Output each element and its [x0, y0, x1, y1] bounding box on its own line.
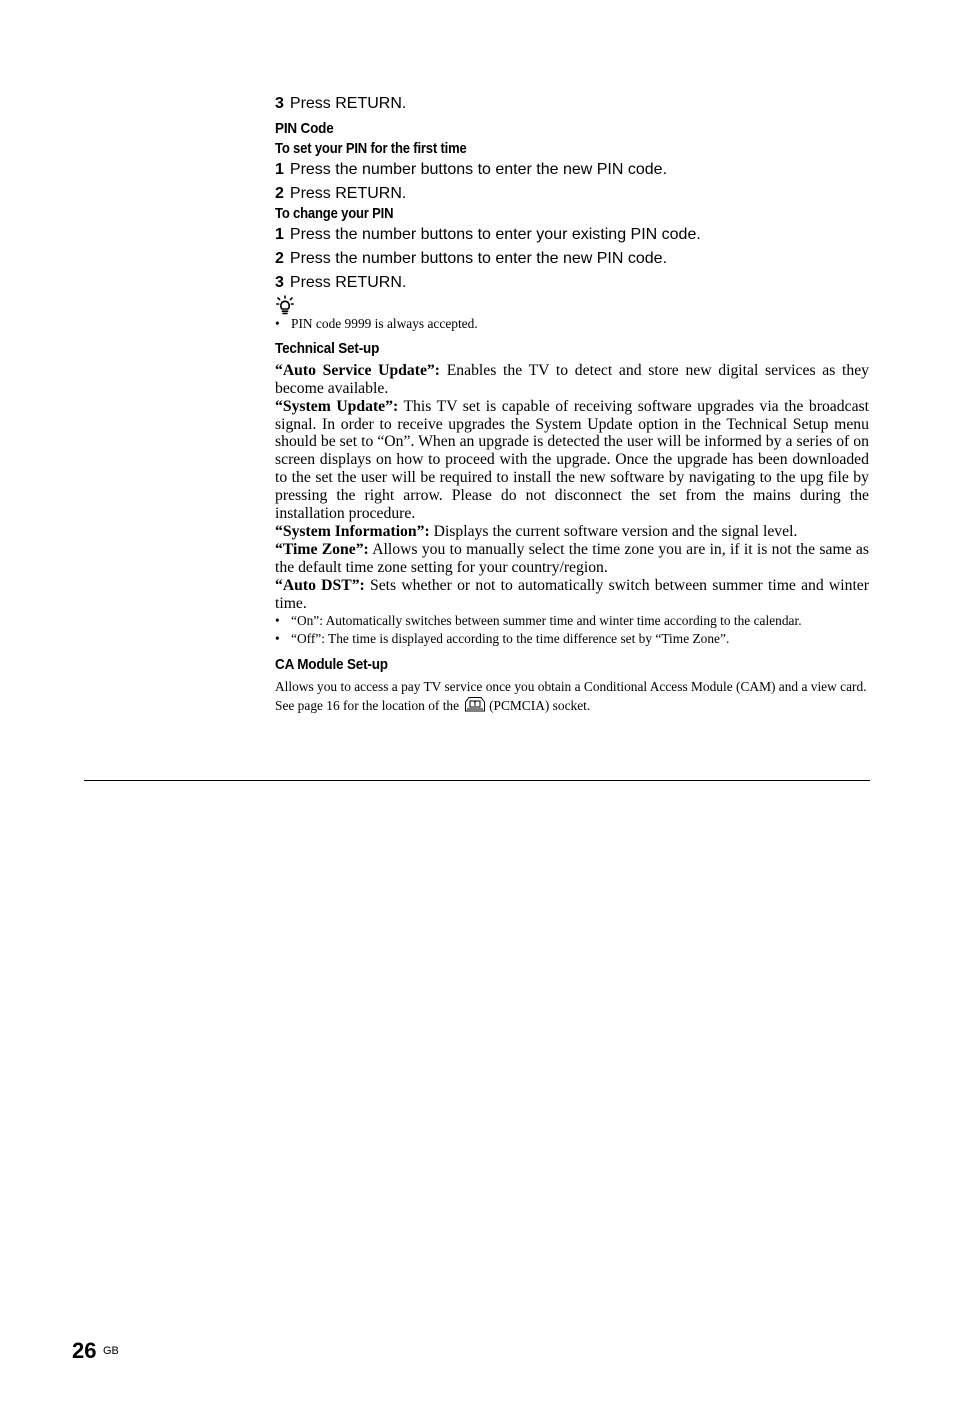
lightbulb-icon	[276, 295, 294, 315]
ca-module-text	[275, 678, 869, 715]
system-information-entry	[275, 523, 869, 541]
step-text: Press RETURN.	[289, 274, 407, 291]
auto-dst-entry	[275, 577, 869, 613]
step-item	[275, 247, 869, 271]
system-update-entry	[275, 398, 869, 523]
ca-module-heading: CA Module Set-up	[275, 656, 388, 674]
step-text: Press RETURN.	[289, 95, 407, 112]
entry-text: Sets whether or not to automatically switch between summer time and winter time.	[275, 576, 869, 612]
entry-label: “System Update”:	[275, 397, 399, 415]
step-item	[275, 158, 869, 182]
step-item	[275, 271, 869, 295]
step-number: 1	[275, 226, 284, 243]
step-text: Press the number buttons to enter the new PIN code.	[289, 161, 668, 178]
step-text: Press the number buttons to enter the new PIN code.	[289, 250, 668, 267]
entry-label: “Auto DST”:	[275, 576, 365, 594]
tip-text: • PIN code 9999 is always accepted.	[275, 315, 869, 333]
step-number: 3	[275, 95, 284, 112]
step-text: Press the number buttons to enter your existing PIN code.	[289, 226, 701, 243]
entry-label: “System Information”:	[275, 522, 430, 540]
bullet-off: • “Off”: The time is displayed according to the time difference set by “Time Zone”.	[275, 630, 869, 648]
change-pin-heading: To change your PIN	[275, 206, 394, 222]
first-time-heading: To set your PIN for the first time	[275, 141, 467, 157]
pin-code-heading: PIN Code	[275, 120, 334, 137]
entry-text: Displays the current software version and the signal level.	[433, 522, 798, 540]
ca-text-before: Allows you to access a pay TV service once you obtain a Conditional Access Module (CAM) and a view card. See page 16 for the location of the	[275, 679, 867, 713]
page-suffix: GB	[103, 1345, 119, 1357]
entry-label: “Time Zone”:	[275, 540, 369, 558]
technical-setup-heading: Technical Set-up	[275, 339, 380, 357]
entry-text: Allows you to manually select the time zone you are in, if it is not the same as the default time zone setting for your country/region.	[275, 540, 869, 576]
step-number: 2	[275, 250, 284, 267]
step-text: Press RETURN.	[289, 185, 407, 202]
step-number: 1	[275, 161, 284, 178]
section-divider	[84, 780, 870, 781]
technical-entries	[275, 362, 869, 613]
content-column	[275, 92, 869, 715]
step-number: 3	[275, 274, 284, 291]
entry-text: Enables the TV to detect and store new digital services as they become available.	[275, 361, 869, 397]
page-number: 26	[72, 1338, 97, 1363]
pcmcia-slot-icon	[464, 696, 486, 712]
ca-text-after: (PCMCIA) socket.	[489, 697, 591, 713]
auto-service-update-entry	[275, 362, 869, 398]
entry-text: This TV set is capable of receiving software upgrades via the broadcast signal. In order to receive upgrades the System Update option in the Technical Setup menu should be set to “On”. When an upgrade is detected the user will be informed by a series of on screen displays on how to proceed with the upgrade. Once the upgrade has been downloaded to the set the user will be required to install the new software by navigating to the upg file by pressing the right arrow. Please do not disconnect the set from the mains during the installation procedure.	[275, 397, 869, 523]
bullet-on: • “On”: Automatically switches between summer time and winter time according to the calendar.	[275, 612, 869, 630]
step-number: 2	[275, 185, 284, 202]
step-return	[275, 92, 869, 116]
entry-label: “Auto Service Update”:	[275, 361, 440, 379]
step-item	[275, 223, 869, 247]
time-zone-entry	[275, 541, 869, 577]
step-item	[275, 182, 869, 206]
